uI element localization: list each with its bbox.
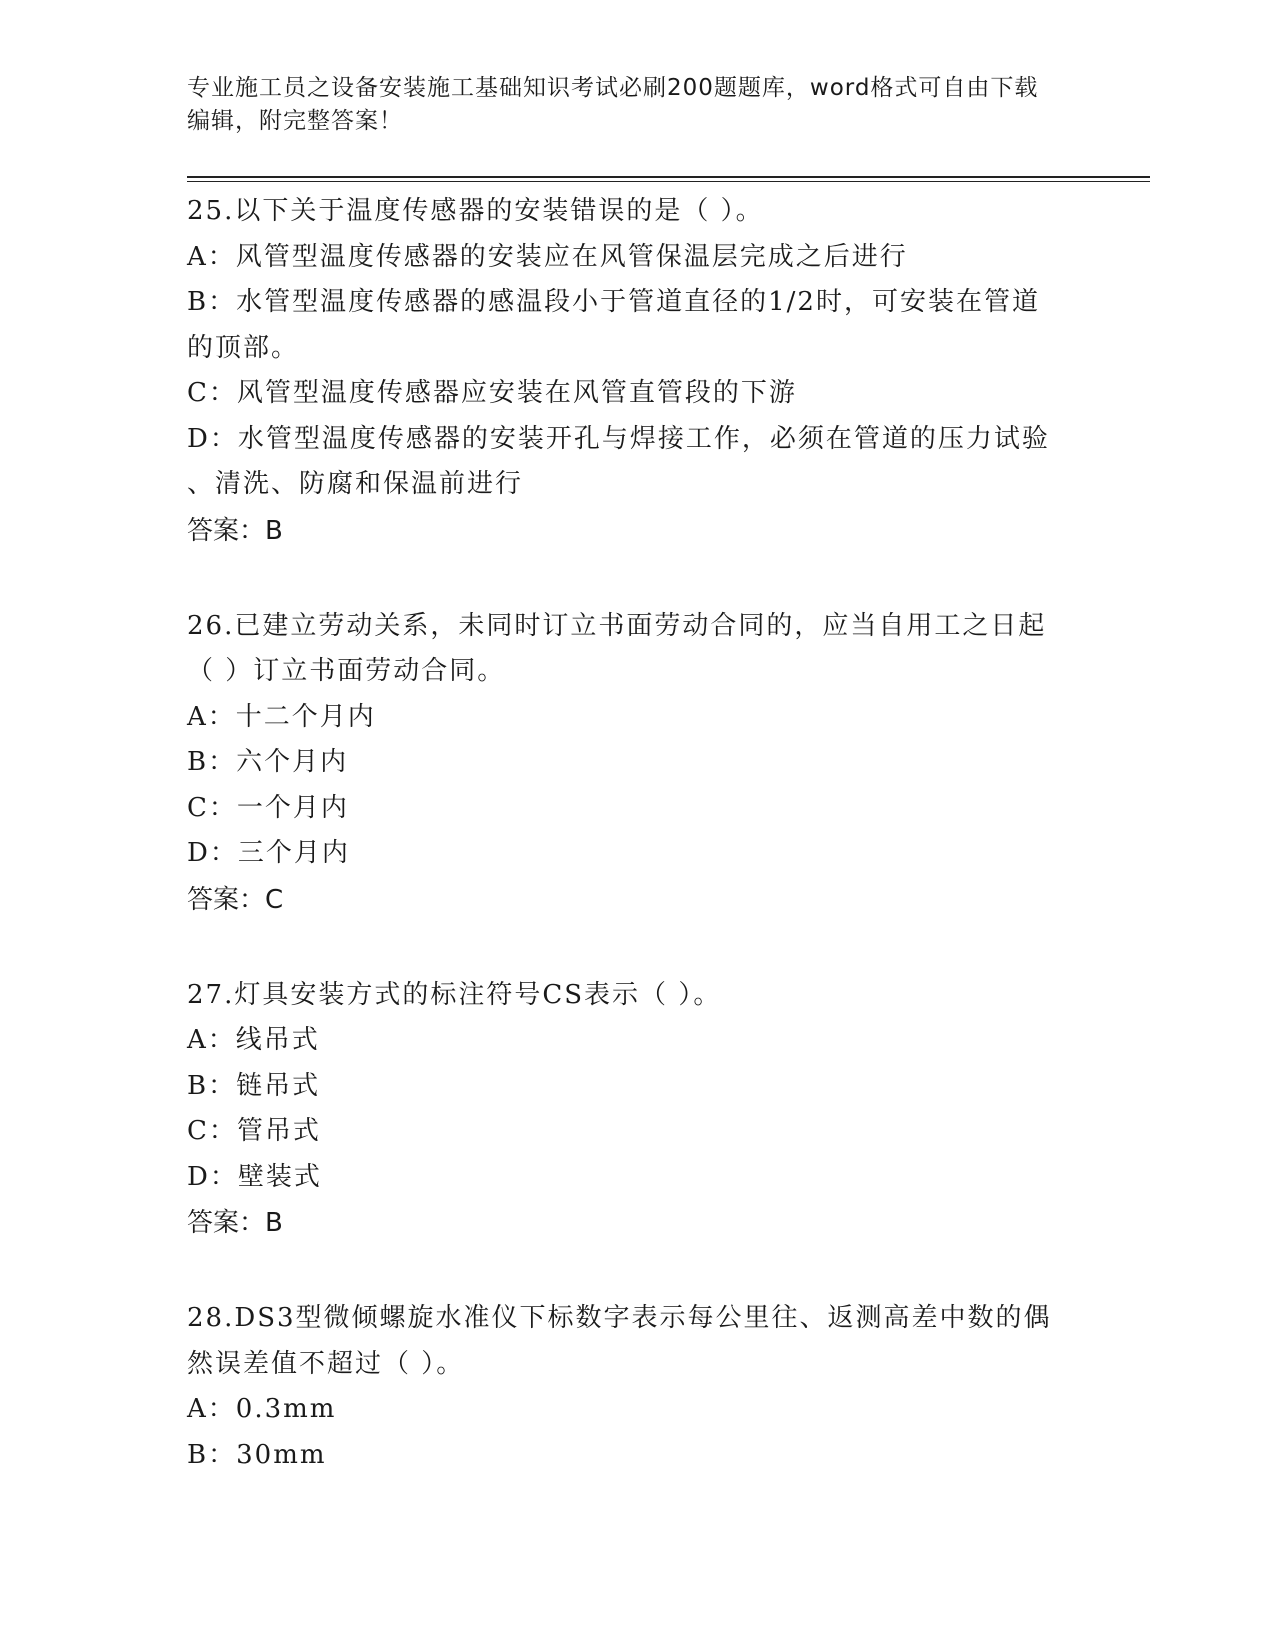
question-text: （ ）订立书面劳动合同。 — [187, 656, 506, 686]
answer-option: B：链吊式 — [187, 1070, 321, 1101]
answer-option: C：风管型温度传感器应安装在风管直管段的下游 — [187, 378, 797, 408]
question-text: 28.DS3型微倾螺旋水准仪下标数字表示每公里往、返测高差中数的偶 — [187, 1303, 1052, 1333]
answer-option: A：风管型温度传感器的安装应在风管保温层完成之后进行 — [187, 241, 908, 272]
question-block — [187, 604, 1067, 923]
question-text: 25.以下关于温度传感器的安装错误的是（ ）。 — [187, 196, 764, 226]
answer-key: 答案：B — [187, 515, 283, 546]
answer-option: A：0.3mm — [187, 1394, 337, 1424]
answer-option: D：水管型温度传感器的安装开孔与焊接工作，必须在管道的压力试验 — [187, 423, 1050, 454]
question-block — [187, 973, 1067, 1247]
question-text: 27.灯具安装方式的标注符号CS表示（ ）。 — [187, 979, 722, 1010]
answer-option: C：管吊式 — [187, 1116, 321, 1146]
answer-option: B：水管型温度传感器的感温段小于管道直径的1/2时，可安装在管道 — [187, 287, 1040, 317]
answer-option: D：壁装式 — [187, 1161, 322, 1192]
answer-option: A：十二个月内 — [187, 701, 376, 732]
answer-option: B：30mm — [187, 1439, 327, 1470]
answer-option: B：六个月内 — [187, 747, 349, 777]
answer-option: 的顶部。 — [187, 332, 300, 363]
document-header — [187, 72, 1067, 138]
header-title-line-1: 专业施工员之设备安装施工基础知识考试必刷200题题库，word格式可自由下载 — [187, 75, 1039, 101]
answer-key: 答案：C — [187, 884, 284, 915]
question-text: 然误差值不超过（ ）。 — [187, 1348, 465, 1379]
header-title-line-2: 编辑，附完整答案！ — [187, 108, 403, 134]
question-block — [187, 189, 1067, 554]
answer-option: 、清洗、防腐和保温前进行 — [187, 469, 524, 499]
answer-option: D：三个月内 — [187, 838, 350, 868]
header-divider-thin — [187, 181, 1150, 182]
question-block — [187, 1296, 1067, 1478]
answer-option: C：一个月内 — [187, 792, 349, 823]
header-divider-thick — [187, 176, 1150, 178]
question-text: 26.已建立劳动关系，未同时订立书面劳动合同的，应当自用工之日起 — [187, 610, 1047, 641]
question-list — [187, 189, 1067, 1528]
answer-key: 答案：B — [187, 1208, 283, 1238]
answer-option: A：线吊式 — [187, 1025, 320, 1055]
